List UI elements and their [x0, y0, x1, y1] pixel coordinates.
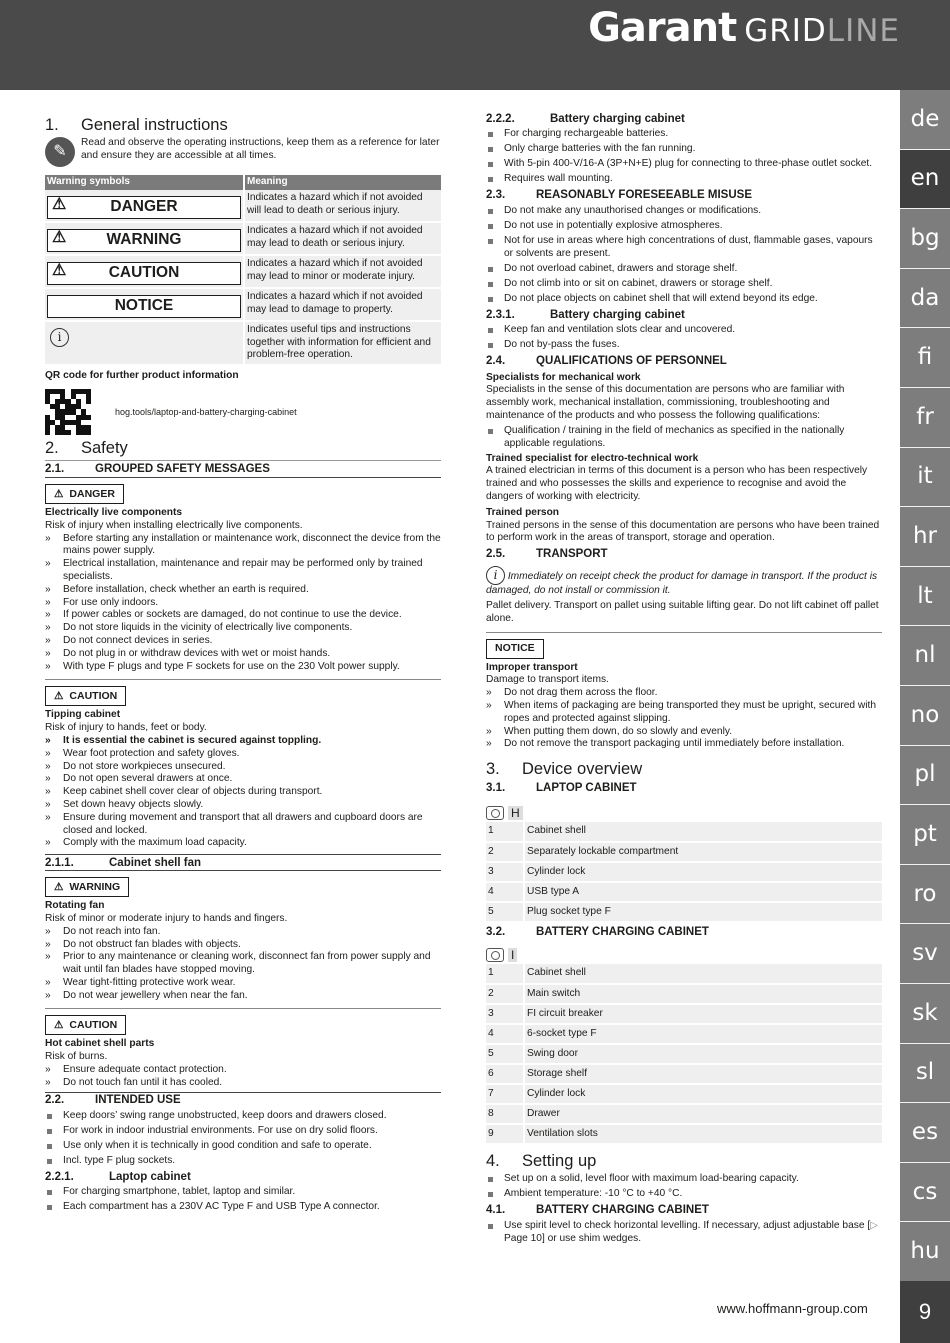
- list-item: » Ensure adequate contact protection.: [45, 1064, 441, 1077]
- table-row: [486, 882, 882, 902]
- part-label: Swing door: [524, 1044, 882, 1064]
- list-item: Use only when it is technically in good condition and safe to operate.: [45, 1140, 441, 1153]
- list-item: » Do not drag them across the floor.: [486, 687, 882, 700]
- part-number: 5: [486, 1044, 524, 1064]
- language-tab-nl[interactable]: nl: [900, 626, 950, 686]
- list-item: For charging smartphone, tablet, laptop and similar.: [45, 1186, 441, 1199]
- table-row: [486, 902, 882, 922]
- list-item: Do not climb into or sit on cabinet, drawers or storage shelf.: [486, 278, 882, 291]
- list-item: For charging rechargeable batteries.: [486, 128, 882, 141]
- table-row: [486, 964, 882, 984]
- table-row: [486, 984, 882, 1004]
- signal-word-caution: ⚠ CAUTION: [47, 262, 241, 285]
- table-row: [486, 1064, 882, 1084]
- list-item: Not for use in areas where high concentrations of dust, flammable gases, vapours or solvents are present.: [486, 235, 882, 261]
- info-icon: i: [50, 328, 69, 347]
- list-item: » Do not store workpieces unsecured.: [45, 761, 441, 774]
- intended-use-list: [45, 1110, 441, 1168]
- table-row: [486, 1004, 882, 1024]
- page-header: [0, 0, 950, 90]
- language-tab-bg[interactable]: bg: [900, 209, 950, 269]
- part-number: 1: [486, 964, 524, 984]
- warning-triangle-icon: ⚠: [54, 487, 64, 500]
- subsection-heading: 2.3.1. Battery charging cabinet: [486, 308, 685, 321]
- hazard-heading: Rotating fan: [45, 900, 105, 912]
- signal-word-warning: ⚠ WARNING: [45, 877, 129, 897]
- battery-cabinet-list: [486, 128, 882, 186]
- list-item: Do not make any unauthorised changes or modifications.: [486, 205, 882, 218]
- language-tab-es[interactable]: es: [900, 1103, 950, 1163]
- qr-url[interactable]: hog.tools/laptop-and-battery-charging-cabinet: [115, 406, 297, 417]
- electrician-heading: Trained specialist for electro-technical work: [486, 452, 699, 464]
- meaning-text: Indicates a hazard which if not avoided may lead to death or serious injury.: [244, 222, 441, 255]
- intro-text: Read and observe the operating instructions, keep them as a reference for later and ensure they are accessible at all times.: [81, 137, 440, 161]
- list-item: » Do not open several drawers at once.: [45, 773, 441, 786]
- part-label: USB type A: [524, 882, 882, 902]
- section-heading: 1. General instructions: [45, 116, 228, 134]
- part-label: Drawer: [524, 1104, 882, 1124]
- subsection-heading: 4.1. BATTERY CHARGING CABINET: [486, 1204, 709, 1217]
- list-item: » Ensure during movement and transport that all drawers and cupboard doors are closed and locked.: [45, 812, 441, 838]
- list-item: Do not overload cabinet, drawers and storage shelf.: [486, 263, 882, 276]
- list-item: » Do not touch fan until it has cooled.: [45, 1077, 441, 1090]
- section-heading: 4. Setting up: [486, 1152, 597, 1171]
- warning-triangle-icon: ⚠: [54, 880, 64, 893]
- table-row: [486, 862, 882, 882]
- meaning-text: Indicates useful tips and instructions together with information for efficient and problem-free operation.: [244, 321, 441, 365]
- intro-block: [45, 137, 441, 167]
- website-url: www.hoffmann-group.com: [717, 1301, 868, 1316]
- table-row: [486, 1104, 882, 1124]
- right-column: [486, 112, 882, 1246]
- language-tab-fr[interactable]: fr: [900, 388, 950, 448]
- list-item: Set up on a solid, level floor with maximum load-bearing capacity.: [486, 1173, 882, 1186]
- hazard-risk: Risk of minor or moderate injury to hands and fingers.: [45, 912, 288, 924]
- part-number: 2: [486, 842, 524, 862]
- list-item: Only charge batteries with the fan running.: [486, 143, 882, 156]
- list-item: » Do not wear jewellery when near the fan.: [45, 990, 441, 1003]
- part-number: 7: [486, 1084, 524, 1104]
- figure-letter: I: [508, 948, 517, 962]
- info-icon: i: [486, 566, 505, 585]
- signal-word-notice: NOTICE: [47, 295, 241, 318]
- language-tab-fi[interactable]: fi: [900, 328, 950, 388]
- signal-word-caution: ⚠ CAUTION: [45, 686, 126, 706]
- language-tab-it[interactable]: it: [900, 448, 950, 508]
- list-item: Incl. type F plug sockets.: [45, 1155, 441, 1168]
- table-row: [486, 1084, 882, 1104]
- section-heading: 2. Safety: [45, 438, 128, 457]
- list-item: » Before starting any installation or maintenance work, disconnect the device from the mains power supply.: [45, 533, 441, 559]
- warning-symbols-table: [45, 175, 441, 366]
- table-row: [45, 255, 441, 288]
- list-item: » It is essential the cabinet is secured against toppling.: [45, 735, 441, 748]
- specialist-heading: Specialists for mechanical work: [486, 371, 641, 383]
- warning-triangle-icon: ⚠: [52, 228, 67, 246]
- list-item: » When putting them down, do so slowly and evenly.: [486, 726, 882, 739]
- electrician-text: A trained electrician in terms of this document is a person who has been respectively trained and who possesses the skills and experience to recognise and avoid the dangers of working with electricity.: [486, 465, 868, 502]
- language-tab-sk[interactable]: sk: [900, 984, 950, 1044]
- list-item: » Do not remove the transport packaging until immediately before installation.: [486, 738, 882, 751]
- qr-block: [45, 389, 441, 435]
- hazard-heading: Tipping cabinet: [45, 709, 121, 721]
- table-header: Meaning: [244, 175, 441, 190]
- part-number: 6: [486, 1064, 524, 1084]
- trained-person-text: Trained persons in the sense of this documentation are persons who have been trained to perform work in the areas of transport, storage and operation.: [486, 519, 880, 544]
- part-number: 4: [486, 882, 524, 902]
- hazard-list: [45, 926, 441, 1003]
- part-number: 3: [486, 1004, 524, 1024]
- part-number: 1: [486, 822, 524, 842]
- language-tabs: [900, 90, 950, 1343]
- part-label: Cabinet shell: [524, 822, 882, 842]
- subsection-heading: 2.4. QUALIFICATIONS OF PERSONNEL: [486, 354, 727, 367]
- camera-icon: [486, 806, 504, 820]
- language-tab-lt[interactable]: lt: [900, 567, 950, 627]
- list-item: Do not place objects on cabinet shell that will extend beyond its edge.: [486, 293, 882, 306]
- language-tab-hr[interactable]: hr: [900, 507, 950, 567]
- list-item: » Comply with the maximum load capacity.: [45, 837, 441, 850]
- subsection-heading: 2.3. REASONABLY FORESEEABLE MISUSE: [486, 188, 752, 201]
- table-row: [45, 288, 441, 321]
- hazard-risk: Risk of burns.: [45, 1051, 108, 1063]
- list-item: » Set down heavy objects slowly.: [45, 799, 441, 812]
- list-item: » Electrical installation, maintenance and repair may be performed only by trained specialists.: [45, 558, 441, 584]
- language-tab-da[interactable]: da: [900, 269, 950, 329]
- setup-list: [486, 1173, 882, 1201]
- warning-triangle-icon: ⚠: [52, 195, 67, 213]
- battery-misuse-list: [486, 324, 882, 352]
- list-item: » Wear foot protection and safety gloves.: [45, 748, 441, 761]
- language-tab-de[interactable]: de: [900, 90, 950, 150]
- language-tab-pt[interactable]: pt: [900, 805, 950, 865]
- language-tab-cs[interactable]: cs: [900, 1163, 950, 1223]
- notice-sign: NOTICE: [486, 639, 544, 659]
- list-item: » Do not obstruct fan blades with objects.: [45, 939, 441, 952]
- table-row: [45, 321, 441, 365]
- table-row: [486, 1124, 882, 1144]
- list-item: » If power cables or sockets are damaged, do not continue to use the device.: [45, 609, 441, 622]
- meaning-text: Indicates a hazard which if not avoided may lead to damage to property.: [244, 288, 441, 321]
- list-item: Qualification / training in the field of mechanics as specified in the nationally applicable regulations.: [486, 425, 882, 451]
- list-item: » Before installation, check whether an earth is required.: [45, 584, 441, 597]
- table-row: [486, 842, 882, 862]
- table-row: [486, 1044, 882, 1064]
- part-label: Main switch: [524, 984, 882, 1004]
- meaning-text: Indicates a hazard which if not avoided may lead to minor or moderate injury.: [244, 255, 441, 288]
- laptop-parts-table: [486, 822, 882, 923]
- hazard-risk: Risk of injury when installing electrically live components.: [45, 519, 303, 531]
- language-tab-pl[interactable]: pl: [900, 746, 950, 806]
- subsection-heading: 3.2. BATTERY CHARGING CABINET: [486, 926, 709, 939]
- read-manual-icon: ✎: [45, 137, 75, 167]
- list-item: With 5-pin 400-V/16-A (3P+N+E) plug for connecting to three-phase outlet socket.: [486, 158, 882, 171]
- figure-letter: H: [508, 806, 523, 820]
- language-tab-ro[interactable]: ro: [900, 865, 950, 925]
- specialist-text: Specialists in the sense of this documentation are persons who are familiar with assembly work, mechanical installation, commissioning, troubleshooting and maintenance of the products and who possess the following qualifications:: [486, 384, 845, 421]
- list-item: Requires wall mounting.: [486, 173, 882, 186]
- left-column: [45, 112, 441, 1214]
- subsection-heading: 2.2.2. Battery charging cabinet: [486, 113, 685, 125]
- part-number: 3: [486, 862, 524, 882]
- list-item: » Keep cabinet shell cover clear of objects during transport.: [45, 786, 441, 799]
- part-label: Plug socket type F: [524, 902, 882, 922]
- qr-code[interactable]: [45, 389, 91, 435]
- part-label: Storage shelf: [524, 1064, 882, 1084]
- hazard-list: [45, 533, 441, 674]
- list-item: » Do not connect devices in series.: [45, 635, 441, 648]
- part-label: Separately lockable compartment: [524, 842, 882, 862]
- language-tab-sv[interactable]: sv: [900, 924, 950, 984]
- list-item: Use spirit level to check horizontal levelling. If necessary, adjust adjustable base [▷ Page 10] or use shim wedges.: [486, 1220, 882, 1246]
- battery-parts-table: [486, 964, 882, 1145]
- part-number: 8: [486, 1104, 524, 1124]
- page-reference-link[interactable]: Page 10] or use shim wedges.: [504, 1233, 642, 1245]
- hazard-heading: Hot cabinet shell parts: [45, 1038, 155, 1050]
- part-number: 2: [486, 984, 524, 1004]
- language-tab-hu[interactable]: hu: [900, 1222, 950, 1282]
- list-item: Keep fan and ventilation slots clear and uncovered.: [486, 324, 882, 337]
- notice-heading: Improper transport: [486, 661, 578, 673]
- subsection-heading: 2.2. INTENDED USE: [45, 1092, 441, 1108]
- part-number: 4: [486, 1024, 524, 1044]
- pallet-text: Pallet delivery. Transport on pallet using suitable lifting gear. Do not lift cabinet off pallet alone.: [486, 599, 879, 624]
- list-item: » Do not reach into fan.: [45, 926, 441, 939]
- table-row: [486, 822, 882, 842]
- part-number: 5: [486, 902, 524, 922]
- list-item: » Do not plug in or withdraw devices with wet or moist hands.: [45, 648, 441, 661]
- trained-person-heading: Trained person: [486, 506, 560, 518]
- language-tab-no[interactable]: no: [900, 686, 950, 746]
- language-tab-sl[interactable]: sl: [900, 1044, 950, 1104]
- list-item: Each compartment has a 230V AC Type F and USB Type A connector.: [45, 1201, 441, 1214]
- brand-logo: Garant GRIDLINE: [588, 5, 900, 51]
- part-label: 6-socket type F: [524, 1024, 882, 1044]
- part-label: Cylinder lock: [524, 1084, 882, 1104]
- warning-triangle-icon: ⚠: [54, 689, 64, 702]
- part-label: Ventilation slots: [524, 1124, 882, 1144]
- transport-list: [486, 687, 882, 751]
- signal-word-danger: ⚠ DANGER: [45, 484, 124, 504]
- notice-risk: Damage to transport items.: [486, 674, 609, 686]
- signal-word-danger: ⚠ DANGER: [47, 196, 241, 219]
- list-item: » When items of packaging are being transported they must be upright, secured with ropes and protected against slipping.: [486, 700, 882, 726]
- part-label: FI circuit breaker: [524, 1004, 882, 1024]
- signal-word-caution: ⚠ CAUTION: [45, 1015, 126, 1035]
- misuse-list: [486, 205, 882, 306]
- part-number: 9: [486, 1124, 524, 1144]
- hazard-list: [45, 735, 441, 850]
- table-header: Warning symbols: [45, 175, 244, 190]
- list-item: Keep doors’ swing range unobstructed, keep doors and drawers closed.: [45, 1110, 441, 1123]
- warning-triangle-icon: ⚠: [54, 1019, 64, 1032]
- table-row: [486, 1024, 882, 1044]
- warning-triangle-icon: ⚠: [52, 261, 67, 279]
- camera-icon: [486, 948, 504, 962]
- subsection-heading: 3.1. LAPTOP CABINET: [486, 782, 637, 795]
- list-item: » Wear tight-fitting protective work wear.: [45, 977, 441, 990]
- hazard-risk: Risk of injury to hands, feet or body.: [45, 722, 207, 734]
- qr-title: QR code for further product information: [45, 370, 239, 382]
- hazard-heading: Electrically live components: [45, 506, 183, 518]
- laptop-cabinet-list: [45, 1186, 441, 1214]
- list-item: » Do not store liquids in the vicinity of electrically live components.: [45, 622, 441, 635]
- transport-info: i Immediately on receipt check the product for damage in transport. If the product is damaged, do not install or commission it.: [486, 566, 882, 598]
- list-item: » Prior to any maintenance or cleaning work, disconnect fan from power supply and wait until fan blades have stopped moving.: [45, 951, 441, 977]
- list-item: Do not by-pass the fuses.: [486, 339, 882, 352]
- list-item: Do not use in potentially explosive atmospheres.: [486, 220, 882, 233]
- list-item: For work in indoor industrial environments. For use on dry solid floors.: [45, 1125, 441, 1138]
- subsection-heading: 2.1.1. Cabinet shell fan: [45, 854, 441, 871]
- meaning-text: Indicates a hazard which if not avoided will lead to death or serious injury.: [244, 190, 441, 222]
- table-row: [45, 190, 441, 222]
- table-row: [45, 222, 441, 255]
- subsection-heading: 2.2.1. Laptop cabinet: [45, 1170, 191, 1183]
- hazard-list: [45, 1064, 441, 1090]
- part-label: Cabinet shell: [524, 964, 882, 984]
- list-item: » With type F plugs and type F sockets for use on the 230 Volt power supply.: [45, 661, 441, 674]
- signal-word-warning: ⚠ WARNING: [47, 229, 241, 252]
- page-number: 9: [900, 1281, 950, 1343]
- subsection-heading: 2.5. TRANSPORT: [486, 548, 608, 561]
- subsection-heading: 2.1. GROUPED SAFETY MESSAGES: [45, 460, 441, 478]
- section-heading: 3. Device overview: [486, 760, 643, 779]
- list-item: » For use only indoors.: [45, 597, 441, 610]
- language-tab-en[interactable]: en: [900, 150, 950, 210]
- list-item: Ambient temperature: -10 °C to +40 °C.: [486, 1188, 882, 1201]
- part-label: Cylinder lock: [524, 862, 882, 882]
